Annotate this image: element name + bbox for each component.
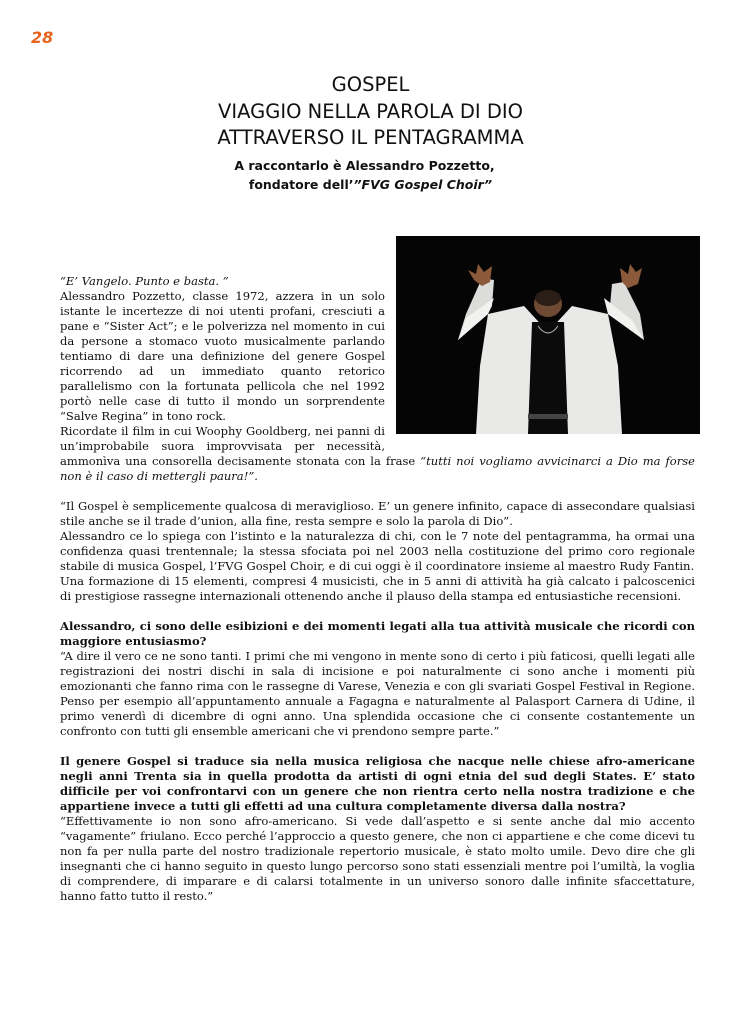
spacer [60, 484, 695, 499]
choir-name: ”FVG Gospel Choir” [353, 176, 493, 192]
paragraph-3: “Il Gospel è semplicemente qualcosa di meraviglioso. E’ un genere infinito, capace di assecondare qualsiasi stile anche se il trade d’union, alla fine, resta sempre e solo la parola di Dio”. [60, 499, 695, 528]
photo-spacer [385, 274, 695, 446]
spacer [60, 739, 695, 754]
paragraph-2-quote: “tutti noi vogliamo avvicinarci a Dio ma forse non è il caso di mettergli paura!”. [60, 454, 695, 483]
title-line-2: VIAGGIO NELLA PAROLA DI DIO [218, 99, 523, 123]
title-line-3: ATTRAVERSO IL PENTAGRAMMA [217, 126, 524, 149]
lead-quote-text: “E’ Vangelo. Punto e basta. ” [60, 274, 229, 288]
article-body [60, 274, 695, 904]
paragraph-1: Alessandro Pozzetto, classe 1972, azzera in un solo istante le incertezze di noi utenti profani, cresciuti a pane e “Sister Act”; e le polverizza nel momento in cui da persone a stomaco vuoto musicalmente parlando tentiamo di dare una definizione del genere Gospel ricorrendo ad un immediato quanto retorico parallelismo con la fortunata pellicola che nel 1992 portò nelle case di tutto il mondo un sorprendente “Salve Regina” in tono rock. [60, 289, 385, 423]
page-number: 28 [31, 28, 54, 47]
subtitle-line-1: A raccontarlo è Alessandro Pozzetto, [234, 157, 495, 173]
article-header [0, 72, 741, 194]
paragraph-4: Alessandro ce lo spiega con l’istinto e la naturalezza di chi, con le 7 note del pentagramma, ha ormai una confidenza quasi trentennale; la stessa sfociata poi nel 2003 nella costituzione del primo coro regionale stabile di musica Gospel, l’FVG Gospel Choir, e di cui oggi è il coordinatore insieme al maestro Rudy Fantin. [60, 529, 695, 573]
paragraph-5: Una formazione di 15 elementi, compresi 4 musicisti, che in 5 anni di attività ha già calcato i palcoscenici di prestigiose rassegne internazionali ottenendo anche il plauso della stampa ed entusiastiche recensioni. [60, 574, 695, 603]
answer-1: “A dire il vero ce ne sono tanti. I primi che mi vengono in mente sono di certo i più faticosi, quelli legati alle registrazioni dei nostri dischi in sala di incisione e poi naturalmente ci sono anche i momenti più emozionanti che fanno rima con le rassegne di Varese, Venezia e con gli svariati Gospel Festival in Regione. Penso per esempio all’appuntamento annuale a Fagagna e naturalmente al Palasport Carnera di Udine, il primo venerdì di dicembre di ogni anno. Una splendida occasione che ci consente costantemente un confronto con tutti gli ensemble americani che vi prendono sempre parte.” [60, 649, 695, 738]
question-2: Il genere Gospel si traduce sia nella musica religiosa che nacque nelle chiese afro-americane negli anni Trenta sia in quella prodotta da artisti di ogni etnia del sud degli States. E’ stato difficile per voi confrontarvi con un genere che non rientra certo nella nostra tradizione e che appartiene invece a tutti gli effetti ad una cultura completamente diversa dalla nostra? [60, 754, 695, 813]
title-line-1: GOSPEL [331, 73, 410, 96]
subtitle-line-2 [0, 175, 741, 194]
answer-2: “Effettivamente io non sono afro-americano. Si vede dall’aspetto e si sente anche dal mio accento “vagamente” friulano. Ecco perché l’approccio a questo genere, che non ci appartiene e che come dicevi tu non fa per nulla parte del nostro tradizionale repertorio musicale, è stato molto umile. Devo dire che gli insegnanti che ci hanno seguito in questo lungo percorso sono stati essenziali mentre poi l’umiltà, la voglia di comprendere, di imparare e di calarsi totalmente in un universo sonoro dalle infinite sfaccettature, hanno fatto tutto il resto.” [60, 814, 695, 903]
subtitle-founder: fondatore dell’ [248, 176, 354, 192]
spacer [60, 604, 695, 619]
paragraph-2-text: Ricordate il film in cui Woophy Gooldberg, nei panni di un’improbabile suora improvvisata per necessità, ammonìva una consorella decisamente stonata con la frase [60, 424, 421, 468]
question-1: Alessandro, ci sono delle esibizioni e dei momenti legati alla tua attività musicale che ricordi con maggiore entusiasmo? [60, 619, 695, 648]
